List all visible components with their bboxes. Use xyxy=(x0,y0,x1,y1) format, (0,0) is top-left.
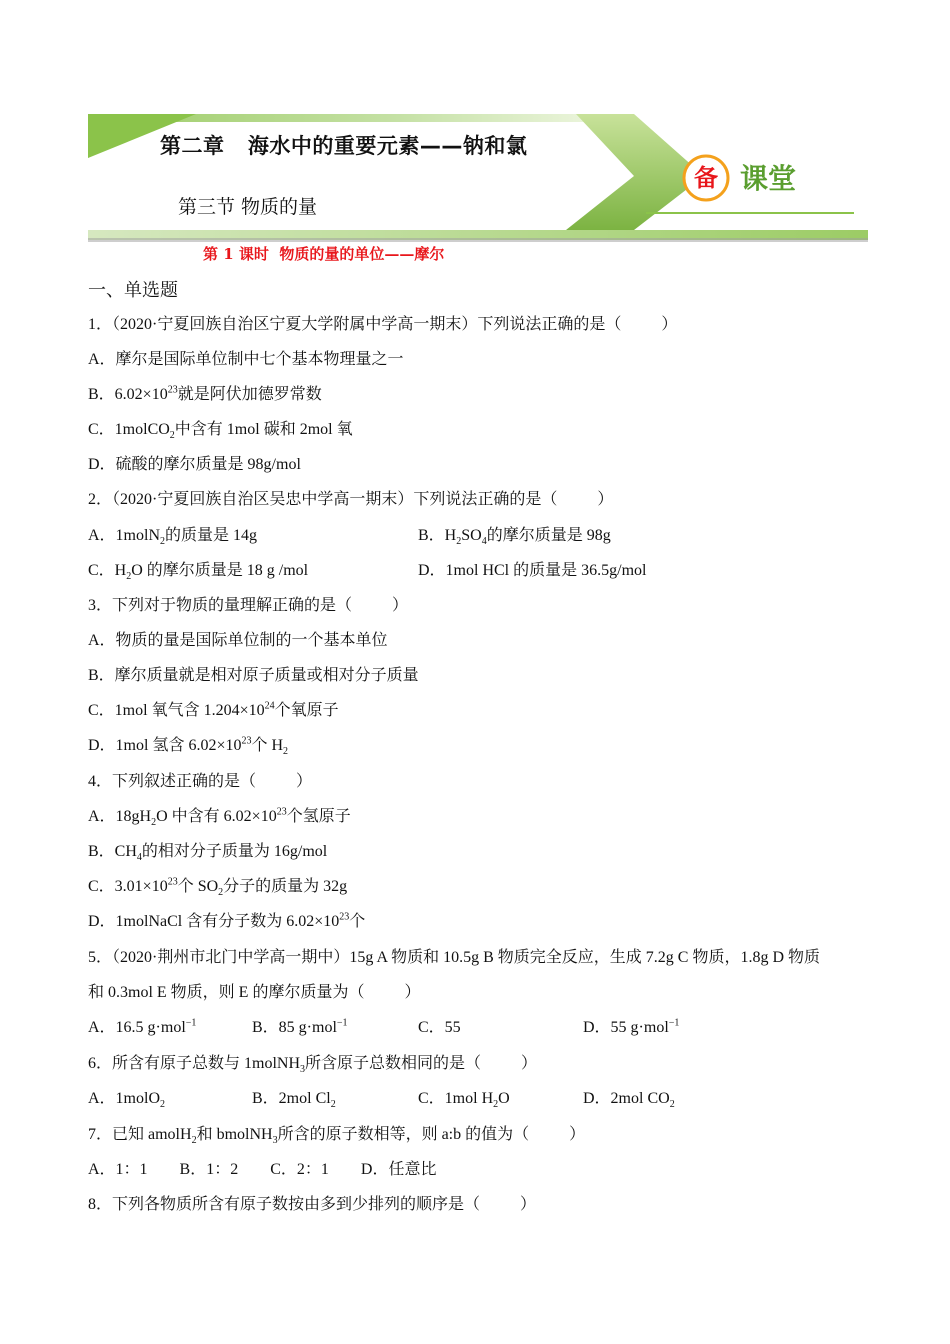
question-1-stem: 1．（2020·宁夏回族自治区宁夏大学附属中学高一期末）下列说法正确的是（ ） xyxy=(88,316,678,333)
question-3-stem: 3．下列对于物质的量理解正确的是（ ） xyxy=(88,597,409,614)
question-5-option-a: A．16.5 g·mol$^{-1}$ xyxy=(88,1017,197,1036)
question-6-stem: 6．所含有原子总数与 1molNH$_3$所含原子总数相同的是（ ） xyxy=(88,1055,538,1076)
question-3-option-c: C．1mol 氧气含 $1.204\times 10^{24}$个氧原子 xyxy=(88,700,339,719)
question-2-option-b: B．$H_2SO_4$的摩尔质量是 98g xyxy=(418,527,611,548)
question-4-option-b: B．$CH_4$的相对分子质量为 16g/mol xyxy=(88,843,328,864)
question-8-stem: 8．下列各物质所含有原子数按由多到少排列的顺序是（ ） xyxy=(88,1196,537,1213)
question-6-option-a: A．1molO$_2$ xyxy=(88,1090,166,1111)
question-1-option-d: D．硫酸的摩尔质量是 98g/mol xyxy=(88,456,301,473)
brand-logo xyxy=(680,153,830,208)
question-7-stem: 7．已知 amolH$_2$和 bmolNH$_3$所含的原子数相等，则 a:b 的值为（ ） xyxy=(88,1126,586,1147)
question-2-option-a: A．1molN$_2$的质量是 14g xyxy=(88,527,258,548)
section-title: 第三节 物质的量 xyxy=(178,196,318,218)
question-5-stem-line1: 5．（2020·荆州市北门中学高一期中）15g A 物质和 10.5g B 物质完全反应，生成 7.2g C 物质，1.8g D 物质 xyxy=(88,949,821,966)
question-3-option-d: D．1mol 氢含 $6.02\times 10^{23}$个 $H_2$ xyxy=(88,735,289,758)
question-1-option-b: B．$6.02\times 10^{23}$就是阿伏加德罗常数 xyxy=(88,384,322,403)
question-4-option-c: C．$3.01\times 10^{23}$个 $SO_2$分子的质量为 32g xyxy=(88,876,348,899)
chapter-title: 第二章 海水中的重要元素——钠和氯 xyxy=(160,134,528,158)
section-heading: 一、单选题 xyxy=(88,280,178,301)
question-4-stem: 4．下列叙述正确的是（ ） xyxy=(88,773,313,790)
question-5-option-c: C．55 xyxy=(418,1019,461,1036)
question-4-option-a: A．$18gH_2O$ 中含有 $6.02\times 10^{23}$个氢原子 xyxy=(88,806,351,829)
question-6-option-d: D．2mol $CO_2$ xyxy=(583,1090,675,1111)
question-4-option-d: D．1molNaCl 含有分子数为 $6.02\times 10^{23}$个 xyxy=(88,911,366,930)
question-1-option-a: A．摩尔是国际单位制中七个基本物理量之一 xyxy=(88,351,404,368)
question-2-stem: 2．（2020·宁夏回族自治区吴忠中学高一期末）下列说法正确的是（ ） xyxy=(88,491,614,508)
logo-char: 备 xyxy=(694,164,718,192)
question-5-option-b: B．85 g·mol$^{-1}$ xyxy=(252,1017,348,1036)
lesson-title: 第 1 课时 物质的量的单位——摩尔 xyxy=(203,245,445,263)
question-3-option-a: A．物质的量是国际单位制的一个基本单位 xyxy=(88,632,388,649)
question-6-option-b: B．2mol $Cl_2$ xyxy=(252,1090,336,1111)
brand-logo-badge xyxy=(680,153,830,203)
question-2-option-c: C．$H_2O$ 的摩尔质量是 18 g /mol xyxy=(88,562,309,583)
question-7-options: A．1：1 B．1：2 C．2：1 D．任意比 xyxy=(88,1161,437,1178)
question-2-option-d: D．1mol HCl 的质量是 36.5g/mol xyxy=(418,562,647,579)
logo-text: 课堂 xyxy=(740,162,797,195)
question-5-option-d: D．55 g·mol$^{-1}$ xyxy=(583,1017,680,1036)
question-3-option-b: B．摩尔质量就是相对原子质量或相对分子质量 xyxy=(88,667,419,684)
question-1-option-c: C．1molCO$_2$中含有 1mol 碳和 2mol 氧 xyxy=(88,421,353,442)
question-5-stem-line2: 和 0.3mol E 物质，则 E 的摩尔质量为（ ） xyxy=(88,984,421,1001)
question-6-option-c: C．1mol $H_2O$ xyxy=(418,1090,510,1111)
